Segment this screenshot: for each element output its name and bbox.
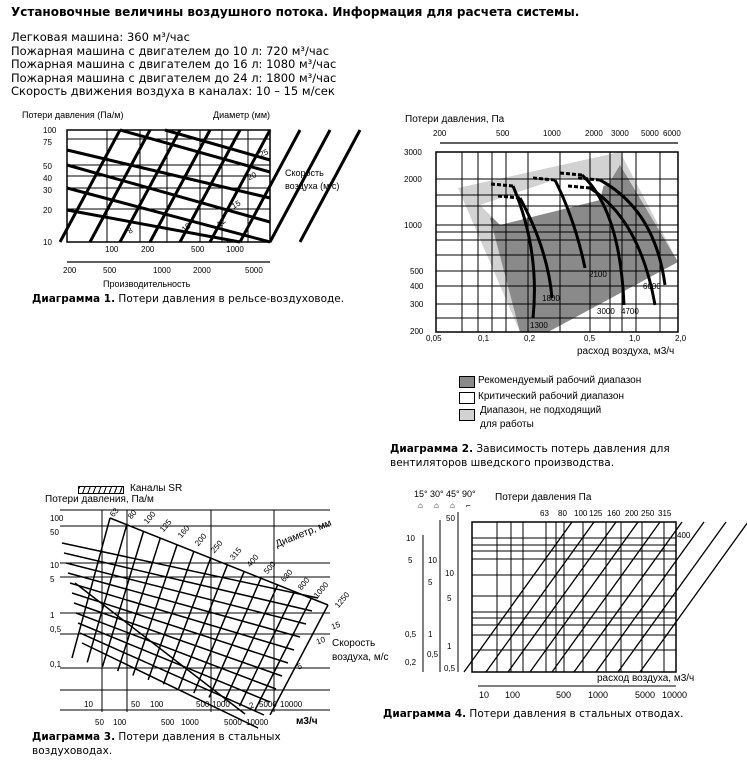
d4-diameter-tick: 160	[607, 509, 621, 518]
d3-axis1-tick: 50	[131, 700, 140, 709]
d2-curve-label: 4700	[621, 307, 639, 316]
d4-scale2-tick: 5	[428, 578, 433, 587]
d1-diam-tick: 1000	[226, 245, 244, 254]
d3-diameter-tick: 250	[209, 538, 225, 555]
d4-angle-label: 90°	[462, 489, 476, 499]
d2-curve-label: 6000	[643, 282, 661, 291]
d3-diameter-tick: 315	[228, 545, 244, 562]
d3-speed-label: Скорость	[332, 638, 376, 649]
duct-speed-line	[62, 543, 318, 598]
d3-axis1-tick: 10000	[280, 700, 303, 709]
d2-x-tick: 2,0	[675, 334, 687, 343]
d1-speed-tick: 8	[126, 225, 135, 236]
duct-speed-line	[74, 603, 282, 676]
d3-axis2-tick: 5000	[224, 718, 242, 727]
d2-top-tick: 1000	[543, 129, 561, 138]
d4-angle-label: 15°	[414, 489, 428, 499]
duct-diameter-line	[118, 538, 161, 671]
d3-diam-label: Диаметр, мм	[274, 517, 334, 551]
d4-scale3-tick: 50	[446, 514, 455, 523]
d4-diameter-tick: 63	[540, 509, 549, 518]
d2-top-tick: 2000	[585, 129, 603, 138]
d4-scale3-tick: 0,5	[444, 664, 456, 673]
d2-top-tick: 5000	[641, 129, 659, 138]
d3-speed-label: воздуха, м/с	[332, 652, 389, 663]
d3-diameter-tick: 100	[142, 509, 158, 526]
d3-diameter-tick: 1000	[312, 580, 331, 600]
d2-y-tick: 400	[410, 282, 424, 291]
d3-speed-tick: 15	[330, 619, 342, 632]
d2-curve-label: 3000	[597, 307, 615, 316]
legend-swatch-recommended	[459, 376, 475, 388]
d3-axis2-tick: 50	[95, 718, 104, 727]
d3-diameter-tick: 1250	[333, 590, 352, 610]
d2-curve-label: 1800	[542, 294, 560, 303]
d4-diameter-tick: 250	[641, 509, 655, 518]
d1-speed-tick: 20	[246, 170, 258, 183]
d3-axis2-tick: 10000	[246, 718, 269, 727]
legend-label: Критический рабочий диапазон	[478, 391, 624, 402]
d3-diameter-tick: 400	[245, 552, 261, 569]
d1-y-tick: 75	[43, 138, 52, 147]
d1-speed-tick: 15	[230, 198, 243, 211]
d1-speed-label: воздуха (м/с)	[285, 181, 340, 191]
diameter-line	[60, 130, 120, 242]
d2-top-tick: 500	[496, 129, 510, 138]
d4-x-tick: 1000	[588, 690, 609, 700]
duct-speed-line	[76, 613, 276, 689]
d2-y-tick: 2000	[404, 175, 422, 184]
d4-diameter-tick: 400	[677, 531, 691, 540]
legend-swatch-unsuitable	[459, 409, 475, 421]
d3-legend: Каналы SR	[130, 483, 183, 494]
d1-y-tick: 40	[43, 174, 52, 183]
page-title: Установочные величины воздушного потока. Информация для расчета системы.	[11, 5, 580, 19]
d1-flow-tick: 500	[103, 266, 117, 275]
d4-angle-label: 30°	[430, 489, 444, 499]
d1-flow-tick: 1000	[153, 266, 171, 275]
d4-diameter-tick: 315	[658, 509, 672, 518]
legend-swatch-critical	[459, 392, 475, 404]
d2-y-tick: 1000	[404, 221, 422, 230]
d3-axis2-tick: 100	[113, 718, 127, 727]
sr-channel-icon	[78, 486, 124, 494]
elbow-shape-icon: ⌂	[418, 501, 423, 510]
d1-y-tick: 30	[43, 186, 52, 195]
d3-diameter-tick: 125	[158, 517, 174, 534]
d1-flow-tick: 5000	[245, 266, 263, 275]
elbow-shape-icon: ⌐	[466, 501, 471, 510]
d2-x-tick: 1,0	[629, 334, 641, 343]
d1-y-tick: 50	[43, 162, 52, 171]
d1-diam-label: Диаметр (мм)	[213, 110, 271, 120]
d3-diameter-tick: 200	[193, 531, 209, 548]
info-line: Пожарная машина с двигателем до 24 л: 1800 м³/час	[11, 70, 337, 85]
d3-axis1-tick: 500	[196, 700, 210, 709]
d3-ylabel: Потери давления, Па/м	[45, 494, 154, 505]
d4-caption: Диаграмма 4. Потери давления в стальных отводах.	[383, 708, 684, 720]
d1-diam-tick: 100	[105, 245, 119, 254]
elbow-shape-icon: ⌂	[450, 501, 455, 510]
d2-y-tick: 3000	[404, 148, 422, 157]
d4-scale3-tick: 1	[447, 642, 452, 651]
d2-y-tick: 300	[410, 300, 424, 309]
d1-caption: Диаграмма 1. Потери давления в рельсе-воздуховоде.	[32, 293, 345, 305]
d3-axis2-tick: 1000	[181, 718, 199, 727]
d1-speed-tick: 12	[215, 216, 228, 229]
d3-axis1-tick: 10	[84, 700, 93, 709]
d3-speed-tick: 10	[315, 634, 327, 647]
d1-flow-tick: 2000	[193, 266, 211, 275]
d2-x-tick: 0,5	[584, 334, 596, 343]
d1-y-tick: 10	[43, 238, 52, 247]
d4-scale1-tick: 5	[408, 556, 413, 565]
d2-curve-label: 2100	[589, 270, 607, 279]
d2-y-tick: 500	[410, 267, 424, 276]
d4-scale2-tick: 1	[428, 630, 433, 639]
d3-diameter-tick: 63	[108, 506, 121, 519]
d4-diameter-tick: 200	[625, 509, 639, 518]
d4-x-tick: 10000	[662, 690, 688, 700]
d1-speed-tick: 25	[258, 147, 270, 160]
d1-y-tick: 20	[43, 206, 52, 215]
d2-x-tick: 0,1	[478, 334, 490, 343]
d3-y-tick: 5	[50, 575, 55, 584]
info-line: Пожарная машина с двигателем до 10 л: 720 м³/час	[11, 43, 330, 58]
d2-curve-label: 1300	[530, 321, 548, 330]
d4-angle-label: 45°	[446, 489, 460, 499]
d2-x-tick: 0,05	[426, 334, 442, 343]
d2-top-label: Потери давления, Па	[405, 114, 505, 125]
d4-scale2-tick: 10	[428, 556, 437, 565]
d1-ylabel: Потери давления (Па/м)	[22, 110, 124, 120]
legend-label: Диапазон, не подходящий	[480, 405, 602, 416]
d3-diameter-tick: 80	[126, 508, 139, 521]
d4-diameter-tick: 80	[558, 509, 567, 518]
d1-speed-tick: 10	[180, 221, 193, 234]
info-line: Пожарная машина с двигателем до 16 л: 1080 м³/час	[11, 57, 337, 72]
d4-scale1-tick: 10	[406, 534, 415, 543]
d4-xlabel: расход воздуха, м3/ч	[597, 673, 695, 684]
d1-y-tick: 100	[43, 126, 57, 135]
d3-diameter-tick: 500	[262, 559, 278, 576]
d1-diam-tick: 200	[141, 245, 155, 254]
d3-speed-tick: 5	[296, 661, 304, 672]
d2-xlabel: расход воздуха, м3/ч	[577, 346, 675, 357]
info-line: Скорость движения воздуха в каналах: 10 – 15 м/сек	[11, 84, 335, 99]
d3-y-tick: 1	[50, 611, 55, 620]
legend-label: Рекомендуемый рабочий диапазон	[478, 375, 642, 386]
d3-y-tick: 100	[50, 514, 64, 523]
d3-y-tick: 50	[50, 528, 59, 537]
d3-caption: Диаграмма 3. Потери давления в стальных воздуховодах.	[32, 731, 281, 757]
d3-y-tick: 0,5	[50, 625, 62, 634]
d2-x-tick: 0,2	[524, 334, 536, 343]
d4-diameter-tick: 100	[574, 509, 588, 518]
d4-scale3-tick: 5	[447, 594, 452, 603]
d2-y-tick: 200	[410, 327, 424, 336]
d2-caption: Диаграмма 2. Зависимость потерь давления для вентиляторов шведского производства.	[390, 443, 670, 469]
duct-diameter-line	[72, 518, 110, 658]
d4-scale2-tick: 0,5	[427, 650, 439, 659]
d3-diameter-tick: 160	[176, 523, 192, 540]
d2-top-tick: 6000	[663, 129, 681, 138]
d3-diameter-tick: 800	[296, 575, 312, 592]
legend-label: для работы	[480, 419, 534, 430]
d1-flow-tick: 200	[63, 266, 77, 275]
d2-top-tick: 3000	[611, 129, 629, 138]
d3-axis2-tick: 500	[161, 718, 175, 727]
d2-top-tick: 200	[433, 129, 447, 138]
d3-axis1-tick: 5000	[259, 700, 277, 709]
d4-scale3-tick: 10	[445, 569, 454, 578]
d3-unit: м3/ч	[296, 716, 318, 727]
d3-speed-tick: 2	[248, 700, 256, 711]
elbow-shape-icon: ⌂	[434, 501, 439, 510]
info-line: Легковая машина: 360 м³/час	[11, 30, 190, 44]
d4-diameter-tick: 125	[589, 509, 603, 518]
d1-diam-tick: 500	[191, 245, 205, 254]
d1-xlabel: Производительность	[103, 279, 191, 289]
d4-scale1-tick: 0,2	[405, 658, 417, 667]
d3-y-tick: 0,1	[50, 660, 62, 669]
d3-y-tick: 10	[50, 561, 59, 570]
d3-diameter-tick: 630	[279, 567, 295, 584]
d4-x-tick: 5000	[635, 690, 656, 700]
d4-top-label: Потери давления Па	[495, 492, 592, 503]
d1-speed-label: Скорость	[285, 168, 324, 178]
d3-axis1-tick: 1000	[212, 700, 230, 709]
d4-x-tick: 500	[556, 690, 572, 700]
d3-axis1-tick: 100	[150, 700, 164, 709]
d4-x-tick: 100	[505, 690, 521, 700]
d4-scale1-tick: 0,5	[405, 630, 417, 639]
speed-line	[165, 130, 270, 160]
d4-x-tick: 10	[479, 690, 490, 700]
